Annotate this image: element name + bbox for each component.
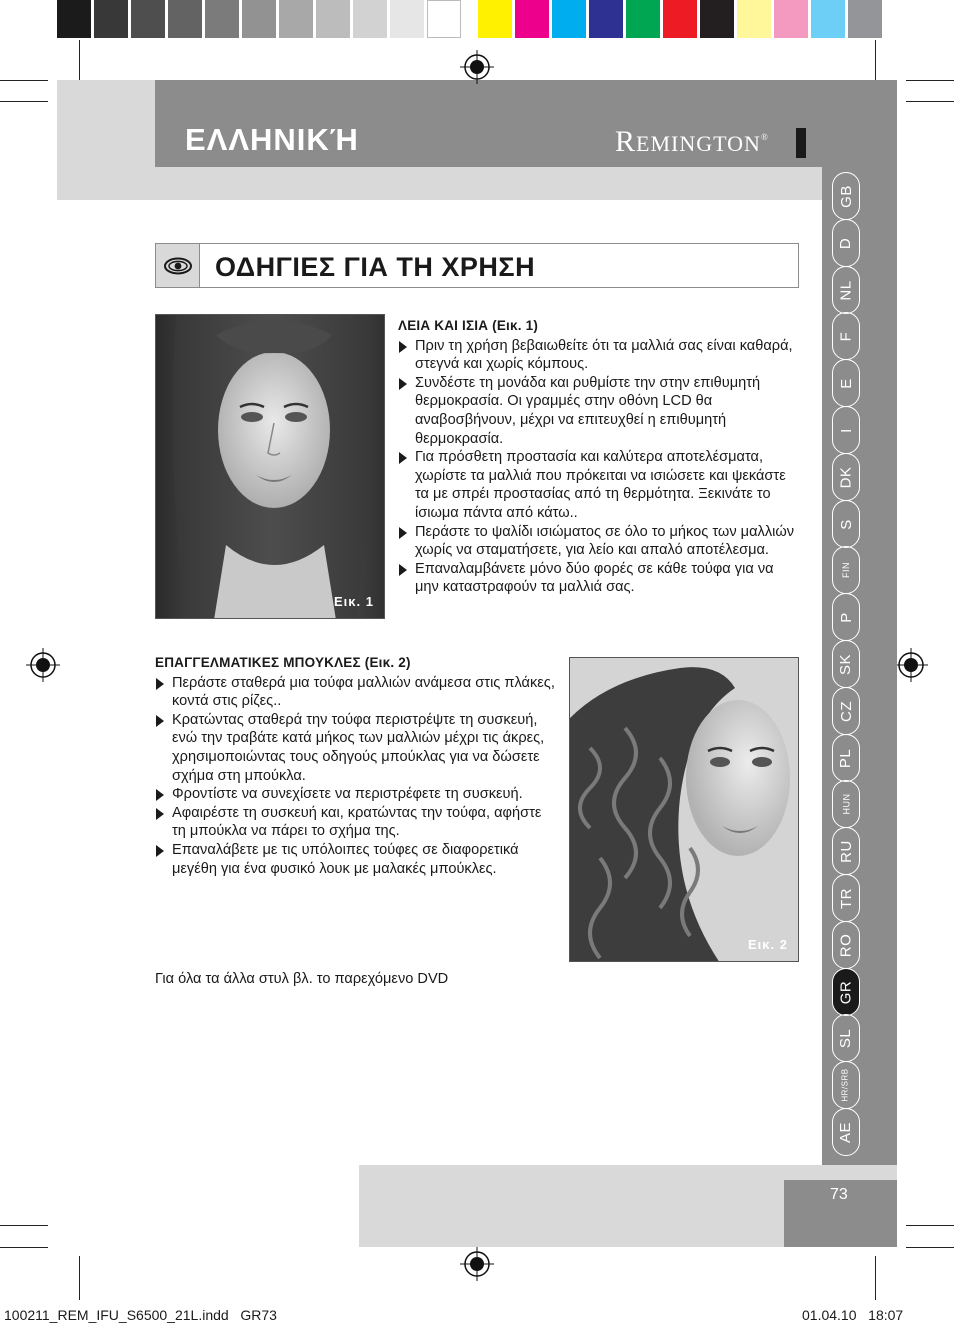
ink-swatch: [589, 0, 623, 38]
language-tab-ae[interactable]: [832, 1108, 860, 1156]
language-tab-pl[interactable]: [832, 734, 860, 782]
language-tab-nl[interactable]: [832, 266, 860, 314]
language-tab-label: NL: [837, 279, 855, 301]
language-tab-label: F: [837, 331, 855, 341]
smooth-straight-heading: ΛΕΙΑ ΚΑΙ ΙΣΙΑ (Εικ. 1): [398, 318, 539, 333]
ink-swatch: [663, 0, 697, 38]
gray-swatch: [279, 0, 313, 38]
crop-mark: [79, 40, 80, 80]
gray-swatch: [131, 0, 165, 38]
smooth-straight-instructions: [398, 317, 800, 597]
instruction-item: Περάστε σταθερά μια τούφα μαλλιών ανάμεσα στις πλάκες, κοντά στις ρίζες..: [155, 674, 555, 711]
gray-swatch: [316, 0, 350, 38]
ink-swatch: [848, 0, 882, 38]
language-tab-hun[interactable]: [832, 780, 860, 828]
straight-hair-woman-image: [156, 315, 385, 619]
figure-2-photo: [569, 657, 799, 962]
section-title: ΟΔΗΓΙΕΣ ΓΙΑ ΤΗ ΧΡΗΣΗ: [215, 252, 536, 282]
language-tab-i[interactable]: [832, 406, 860, 454]
instruction-item: Περάστε το ψαλίδι ισιώματος σε όλο το μήκος των μαλλιών χωρίς να σταματήσετε, για λείο και απαλό αποτέλεσμα.: [398, 523, 800, 560]
instruction-item: Επαναλάβετε με τις υπόλοιπες τούφες σε διαφορετικά μεγέθη για ένα φυσικό λουκ με μαλακές μπούκλες.: [155, 841, 555, 878]
instruction-item: Για πρόσθετη προστασία και καλύτερα αποτελέσματα, χωρίστε τα μαλλιά που πρόκειται να ισιώσετε και ψεκάστε τα με σπρέι προστασίας από τη θερμότητα. Ξεκινάτε το ίσιωμα πάντα από κάτω..: [398, 448, 800, 522]
instruction-item: Αφαιρέστε τη συσκευή και, κρατώντας την τούφα, αφήστε τη μπούκλα να πάρει το σχήμα της.: [155, 804, 555, 841]
crop-mark: [0, 80, 48, 81]
crop-mark: [906, 101, 954, 102]
remington-logo: REMINGTON®: [615, 125, 769, 158]
swatch-gap: [464, 0, 478, 38]
instruction-item: Φροντίστε να συνεχίσετε να περιστρέφετε τη συσκευή.: [155, 785, 555, 804]
ink-swatch: [552, 0, 586, 38]
figure-2-caption: Εικ. 2: [748, 937, 788, 952]
language-tab-label: SL: [837, 1028, 855, 1048]
smooth-straight-list: [398, 337, 800, 597]
ink-swatch: [700, 0, 734, 38]
pro-curls-list: [155, 674, 555, 879]
ink-swatch: [515, 0, 549, 38]
language-tab-tr[interactable]: [832, 874, 860, 922]
language-tab-label: PL: [837, 748, 855, 768]
crop-mark: [906, 1225, 954, 1226]
crop-mark: [79, 1256, 80, 1300]
language-tab-dk[interactable]: [832, 453, 860, 501]
ink-swatch: [774, 0, 808, 38]
curly-hair-woman-image: [570, 658, 799, 962]
gray-swatch: [205, 0, 239, 38]
language-tab-label: D: [837, 237, 855, 249]
crop-mark: [0, 1247, 48, 1248]
dvd-note: Για όλα τα άλλα στυλ βλ. το παρεχόμενο DVD: [155, 971, 449, 987]
ink-swatch: [811, 0, 845, 38]
language-tab-f[interactable]: [832, 312, 860, 360]
language-tab-label: HR/SRB: [841, 1068, 851, 1102]
figure-1-caption: Εικ. 1: [334, 594, 374, 609]
eye-icon-cell: [156, 244, 200, 287]
language-tab-label: GB: [837, 184, 855, 208]
language-tab-ru[interactable]: [832, 827, 860, 875]
crop-mark: [875, 1256, 876, 1300]
section-heading: [155, 243, 799, 288]
language-tab-label: GR: [837, 980, 855, 1004]
language-tab-fin[interactable]: [832, 546, 860, 594]
footer-date-time: 01.04.10 18:07: [802, 1307, 904, 1323]
registration-mark-icon: [894, 648, 928, 682]
gray-swatch: [57, 0, 91, 38]
pro-curls-instructions: [155, 654, 555, 878]
language-tab-gr[interactable]: [832, 968, 860, 1016]
language-title: ΕΛΛΗΝΙΚΉ: [185, 122, 359, 157]
language-tab-e[interactable]: [832, 359, 860, 407]
language-tab-label: FIN: [841, 562, 851, 578]
ink-swatch: [737, 0, 771, 38]
language-tab-label: P: [837, 611, 855, 623]
gray-swatch: [242, 0, 276, 38]
instruction-item: Κρατώντας σταθερά την τούφα περιστρέψτε τη συσκευή, ενώ την τραβάτε κατά μήκος των μαλλιών μέχρι τις άκρες, χρησιμοποιώντας τους οδηγούς μπούκλας για να δώσετε σχήμα στη μπούκλα.: [155, 711, 555, 785]
page-number: 73: [830, 1186, 848, 1203]
language-tab-hr-srb[interactable]: [832, 1061, 860, 1109]
language-tab-label: CZ: [837, 700, 855, 722]
registration-mark-icon: [460, 50, 494, 84]
language-tab-label: RU: [837, 839, 855, 863]
language-tab-d[interactable]: [832, 219, 860, 267]
crop-mark: [875, 40, 876, 80]
language-tab-p[interactable]: [832, 593, 860, 641]
ink-swatch: [626, 0, 660, 38]
language-tab-label: HUN: [841, 793, 851, 815]
crop-mark: [0, 101, 48, 102]
language-tab-label: RO: [837, 933, 855, 957]
instruction-item: Πριν τη χρήση βεβαιωθείτε ότι τα μαλλιά σας είναι καθαρά, στεγνά και χωρίς κόμπους.: [398, 337, 800, 374]
footer-file-info: 100211_REM_IFU_S6500_21L.indd GR73: [4, 1307, 277, 1323]
crop-mark: [906, 1247, 954, 1248]
crop-mark: [906, 80, 954, 81]
language-tab-s[interactable]: [832, 500, 860, 548]
instruction-item: Συνδέστε τη μονάδα και ρυθμίστε την στην επιθυμητή θερμοκρασία. Οι γραμμές στην οθόνη LCD θα αναβοσβήνουν, μέχρι να επιτευχθεί η επιθυμητή θερμοκρασία.: [398, 374, 800, 448]
language-tab-gb[interactable]: [832, 172, 860, 220]
language-tab-label: S: [837, 518, 855, 530]
language-tab-label: DK: [837, 466, 855, 488]
gray-swatch: [353, 0, 387, 38]
figure-1-photo: [155, 314, 385, 619]
pro-curls-heading: ΕΠΑΓΓΕΛΜΑΤΙΚΕΣ ΜΠΟΥΚΛΕΣ (Εικ. 2): [155, 655, 411, 670]
language-tab-sk[interactable]: [832, 640, 860, 688]
gray-swatch: [94, 0, 128, 38]
language-tab-label: E: [837, 377, 855, 389]
crop-mark: [0, 1225, 48, 1226]
language-tab-ro[interactable]: [832, 921, 860, 969]
ink-swatch: [478, 0, 512, 38]
registration-mark-icon: [460, 1247, 494, 1281]
language-tab-label: I: [837, 427, 855, 433]
print-color-bar: [57, 0, 885, 38]
language-tab-sl[interactable]: [832, 1014, 860, 1062]
gray-swatch: [390, 0, 424, 38]
eye-icon: [163, 257, 193, 275]
language-tab-cz[interactable]: [832, 687, 860, 735]
gray-swatch: [427, 0, 461, 38]
language-tab-label: SK: [837, 653, 855, 675]
instruction-item: Επαναλαμβάνετε μόνο δύο φορές σε κάθε τούφα για να μην καταστραφούν τα μαλλιά σας.: [398, 560, 800, 597]
language-tab-label: TR: [837, 887, 855, 909]
language-tab-label: AE: [837, 1121, 855, 1143]
gray-swatch: [168, 0, 202, 38]
logo-bar: [796, 128, 806, 158]
registration-mark-icon: [26, 648, 60, 682]
